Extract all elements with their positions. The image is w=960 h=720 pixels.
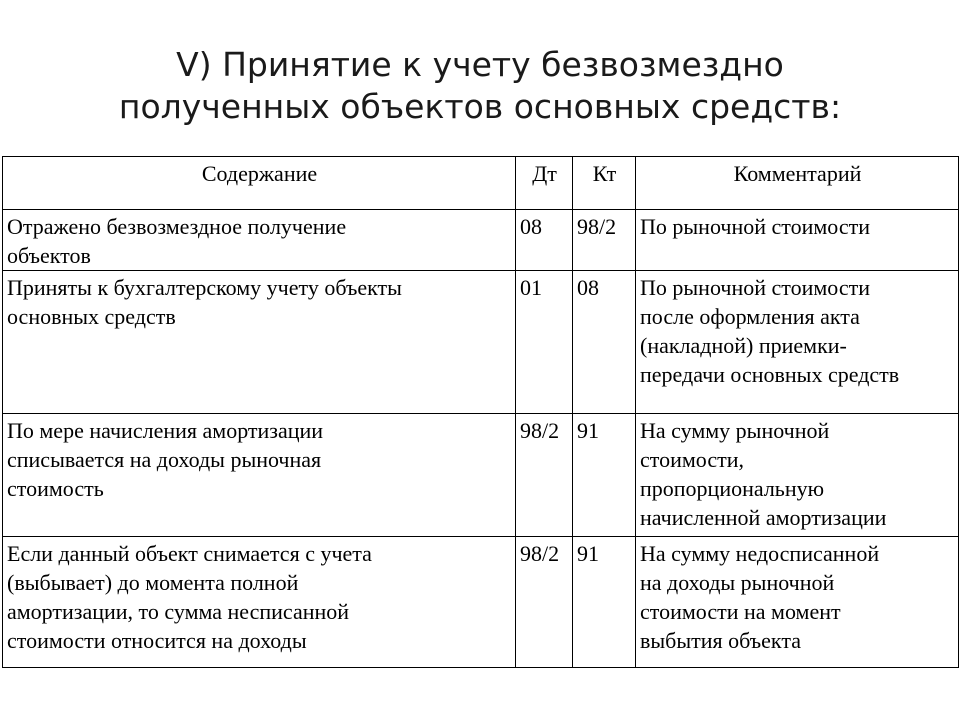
table-row [3, 210, 959, 271]
cell-line: стоимости на момент [640, 599, 841, 624]
header-credit: Кт [573, 157, 636, 210]
slide-title-line-2: полученных объектов основных средств: [118, 87, 842, 126]
cell-line: начисленной амортизации [640, 505, 887, 530]
cell-line: Отражено безвозмездное получение [7, 214, 347, 239]
cell-line: Приняты к бухгалтерскому учету объекты [7, 275, 402, 300]
table-row [3, 414, 959, 537]
cell-line: По рыночной стоимости [640, 214, 870, 239]
cell-line: На сумму недосписанной [640, 541, 880, 566]
cell-line: пропорциональную [640, 476, 825, 501]
cell-credit: 91 [573, 537, 636, 668]
cell-line: (выбывает) до момента полной [7, 570, 299, 595]
cell-line: По мере начисления амортизации [7, 418, 324, 443]
slide-title-line-1: V) Принятие к учету безвозмездно [176, 45, 784, 84]
header-content: Содержание [3, 157, 516, 210]
cell-line: выбытия объекта [640, 628, 801, 653]
table-row [3, 271, 959, 414]
cell-content [3, 414, 516, 537]
cell-credit: 98/2 [573, 210, 636, 271]
cell-content [3, 271, 516, 414]
cell-line: передачи основных средств [640, 362, 900, 387]
cell-credit: 91 [573, 414, 636, 537]
slide-title [0, 44, 960, 128]
header-comment: Комментарий [636, 157, 959, 210]
cell-debit: 08 [516, 210, 573, 271]
cell-line: списывается на доходы рыночная [7, 447, 322, 472]
cell-comment [636, 414, 959, 537]
accounting-entries-table [2, 156, 959, 668]
cell-line: амортизации, то сумма несписанной [7, 599, 350, 624]
cell-debit: 01 [516, 271, 573, 414]
cell-debit: 98/2 [516, 537, 573, 668]
cell-line: на доходы рыночной [640, 570, 835, 595]
cell-line: На сумму рыночной [640, 418, 830, 443]
cell-line: (накладной) приемки- [640, 333, 847, 358]
cell-line: стоимости, [640, 447, 744, 472]
cell-line: По рыночной стоимости [640, 275, 870, 300]
cell-content [3, 210, 516, 271]
cell-line: после оформления акта [640, 304, 860, 329]
cell-line: основных средств [7, 304, 176, 329]
cell-line: Если данный объект снимается с учета [7, 541, 372, 566]
cell-content [3, 537, 516, 668]
cell-comment [636, 537, 959, 668]
table-header-row [3, 157, 959, 210]
cell-line: объектов [7, 243, 91, 268]
cell-line: стоимость [7, 476, 104, 501]
cell-debit: 98/2 [516, 414, 573, 537]
cell-credit: 08 [573, 271, 636, 414]
table-row [3, 537, 959, 668]
cell-comment [636, 210, 959, 271]
cell-line: стоимости относится на доходы [7, 628, 307, 653]
header-debit: Дт [516, 157, 573, 210]
cell-comment [636, 271, 959, 414]
